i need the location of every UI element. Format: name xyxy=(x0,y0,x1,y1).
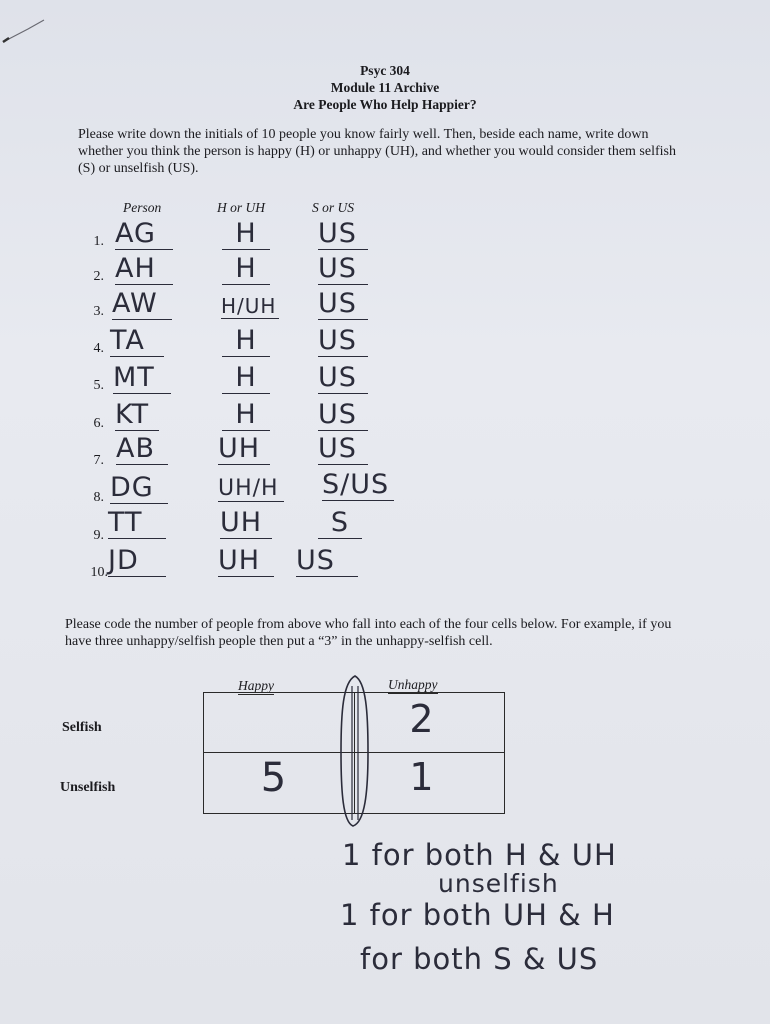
instructions-coding: Please code the number of people from above who fall into each of the four cells below. For example, if you have three unhappy/selfish people then put a “3” in the unhappy-selfish cell. xyxy=(65,617,672,649)
person-initials: KT xyxy=(115,399,159,431)
person-initials: AG xyxy=(115,218,173,250)
row-number: 6. xyxy=(93,416,104,431)
grid-row-unselfish: Unselfish xyxy=(60,780,116,795)
happy-rating: H xyxy=(222,399,270,431)
happy-rating: UH xyxy=(218,545,274,577)
course-code: Psyc 304 xyxy=(360,63,410,78)
person-initials: JD xyxy=(108,545,166,577)
person-initials: MT xyxy=(113,362,171,394)
happy-rating: UH xyxy=(218,433,270,465)
selfish-rating: S xyxy=(318,507,362,539)
row-number: 8. xyxy=(93,490,104,505)
cell-selfish-unhappy: 2 xyxy=(409,697,435,741)
module-name: Module 11 Archive xyxy=(330,80,440,95)
row-number: 3. xyxy=(93,304,104,319)
selfish-rating: US xyxy=(318,253,368,285)
pen-scribble xyxy=(0,14,50,48)
grid-col-happy: Happy xyxy=(238,678,274,693)
instructions-initials: Please write down the initials of 10 people you know fairly well. Then, beside each name, write down whether you think the person is happy (H) or unhappy (UH), and whether you would consider them selfish (S) or unselfish (US). xyxy=(78,127,676,176)
selfish-rating: S/US xyxy=(322,469,394,501)
selfish-rating: US xyxy=(318,433,368,465)
happy-rating: UH/H xyxy=(218,476,284,502)
happy-rating: H xyxy=(222,325,270,357)
row-number: 10. xyxy=(90,565,108,580)
selfish-rating: US xyxy=(318,288,368,320)
row-number: 9. xyxy=(93,528,104,543)
note-line-3: 1 for both UH & H xyxy=(340,898,615,932)
person-initials: TT xyxy=(108,507,166,539)
grid-col-divider xyxy=(354,693,355,813)
selfish-rating: US xyxy=(318,362,368,394)
cell-unselfish-unhappy: 1 xyxy=(409,755,435,799)
happy-rating: UH xyxy=(220,507,272,539)
column-selfish: S or US xyxy=(312,200,355,215)
row-number: 1. xyxy=(93,234,104,249)
selfish-rating: US xyxy=(318,399,368,431)
column-person: Person xyxy=(123,200,162,215)
happy-rating: H/UH xyxy=(221,294,279,319)
person-initials: DG xyxy=(110,472,168,504)
row-number: 7. xyxy=(93,453,104,468)
grid-row-selfish: Selfish xyxy=(62,720,102,735)
note-line-1: 1 for both H & UH xyxy=(342,838,617,872)
selfish-rating: US xyxy=(318,218,368,250)
grid-table xyxy=(203,692,505,814)
grid-col-unhappy: Unhappy xyxy=(388,677,438,692)
person-initials: AB xyxy=(116,433,168,465)
selfish-rating: US xyxy=(296,545,358,577)
happy-rating: H xyxy=(222,218,270,250)
note-line-4: for both S & US xyxy=(360,942,599,976)
selfish-rating: US xyxy=(318,325,368,357)
person-initials: AH xyxy=(115,253,173,285)
page-title: Are People Who Help Happier? xyxy=(293,97,477,112)
happy-rating: H xyxy=(222,362,270,394)
column-happy: H or UH xyxy=(217,200,266,215)
person-initials: AW xyxy=(112,288,172,320)
happy-rating: H xyxy=(222,253,270,285)
note-line-2: unselfish xyxy=(438,869,559,898)
person-initials: TA xyxy=(110,325,164,357)
row-number: 4. xyxy=(93,341,104,356)
row-number: 2. xyxy=(93,269,104,284)
cell-unselfish-happy: 5 xyxy=(260,755,288,801)
row-number: 5. xyxy=(93,378,104,393)
